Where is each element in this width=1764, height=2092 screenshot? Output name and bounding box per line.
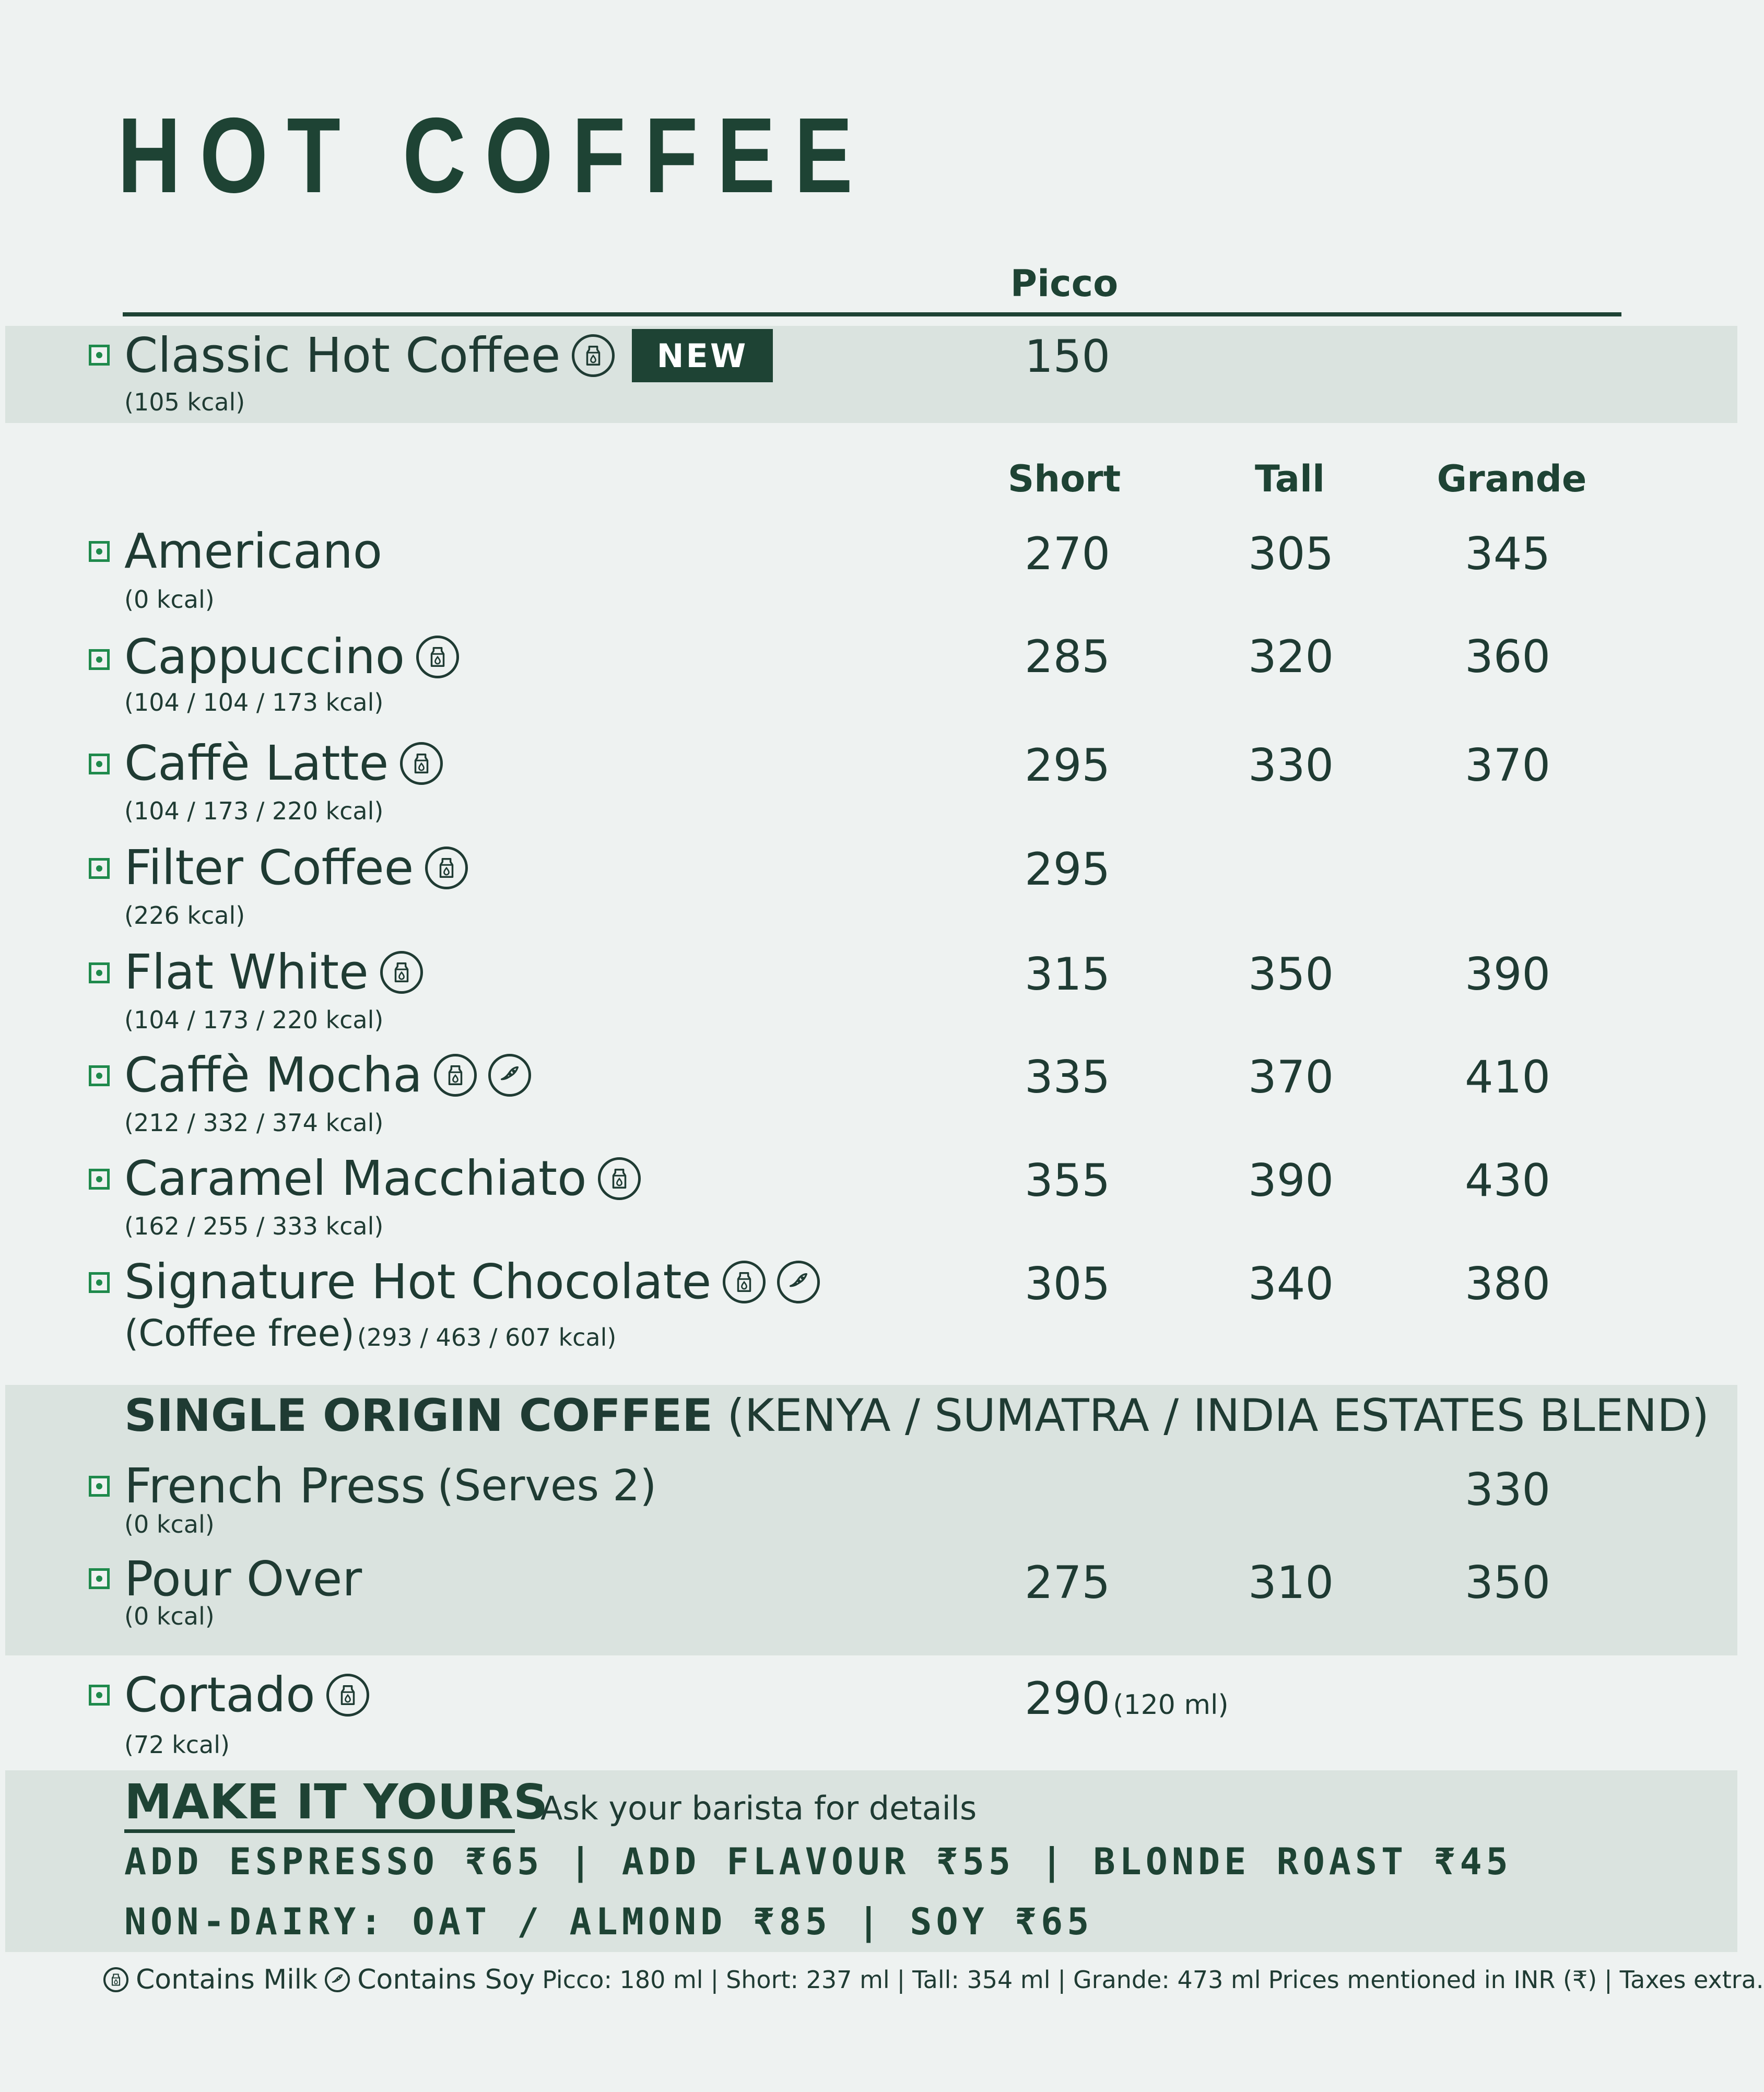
item-note: (Coffee free): [124, 1312, 355, 1355]
cortado-price-line: [1025, 1673, 1229, 1725]
veg-mark-icon: [89, 1065, 110, 1086]
veg-mark-icon: [89, 1272, 110, 1293]
size-tall: Tall: 354 ml: [912, 1966, 1051, 1994]
milk-carton-icon: [572, 334, 615, 377]
item-name: French Press: [124, 1458, 426, 1514]
item-kcal: (104 / 104 / 173 kcal): [124, 688, 384, 716]
item-kcal: (162 / 255 / 333 kcal): [124, 1212, 384, 1240]
milk-carton-icon: [425, 847, 468, 889]
separator: |: [857, 1900, 884, 1943]
column-header-picco: Picco: [1010, 262, 1119, 305]
item-kcal: (0 kcal): [124, 1602, 215, 1630]
milk-carton-icon: [416, 636, 459, 678]
price-tall: 390: [1248, 1155, 1334, 1207]
blonde-roast-price: ₹45: [1433, 1840, 1512, 1883]
column-header-short: Short: [1007, 457, 1121, 500]
separator: |: [710, 1966, 719, 1994]
column-header-grande: Grande: [1437, 457, 1587, 500]
single-origin-heading: [124, 1390, 1710, 1442]
item-name: Caffè Mocha: [124, 1047, 422, 1103]
soy-label: SOY: [910, 1900, 989, 1943]
non-dairy-label: NON-DAIRY: OAT / ALMOND: [124, 1900, 727, 1943]
item-name: Flat White: [124, 944, 369, 1000]
price-short: 270: [1025, 528, 1111, 580]
addons-line-1: [124, 1840, 1512, 1883]
add-flavour-price: ₹55: [936, 1840, 1015, 1883]
milk-carton-icon: [598, 1157, 641, 1200]
item-kcal: (212 / 332 / 374 kcal): [124, 1109, 384, 1137]
item-caramel-macchiato: [124, 1150, 641, 1206]
item-kcal: (105 kcal): [124, 388, 245, 416]
item-name: Caffè Latte: [124, 735, 389, 791]
item-kcal: (104 / 173 / 220 kcal): [124, 797, 384, 825]
item-note: (Serves 2): [437, 1461, 657, 1511]
price-short: 315: [1025, 948, 1111, 1001]
milk-carton-icon: [103, 1967, 128, 1992]
milk-carton-icon: [434, 1054, 477, 1097]
item-french-press: [124, 1458, 657, 1514]
item-cappuccino: [124, 629, 459, 685]
price-tall: 370: [1248, 1051, 1334, 1103]
veg-mark-icon: [89, 754, 110, 774]
item-name: Cortado: [124, 1667, 315, 1723]
price-grande: 350: [1465, 1557, 1551, 1609]
price: 290: [1025, 1673, 1111, 1725]
price-short: 295: [1025, 739, 1111, 792]
price-short: 285: [1025, 631, 1111, 683]
veg-mark-icon: [89, 541, 110, 562]
new-badge: NEW: [632, 329, 773, 382]
separator: |: [1041, 1840, 1067, 1883]
price-grande: 370: [1465, 739, 1551, 792]
item-sub-line: [124, 1312, 617, 1355]
item-kcal: (0 kcal): [124, 585, 215, 614]
prices-note: Prices mentioned in INR (₹): [1268, 1966, 1597, 1994]
make-it-yours-title: MAKE IT YOURS: [124, 1778, 515, 1833]
price-tall: 310: [1248, 1557, 1334, 1609]
veg-mark-icon: [89, 345, 110, 366]
item-filter-coffee: [124, 840, 468, 896]
price-short: 355: [1025, 1155, 1111, 1207]
section-subtitle: (KENYA / SUMATRA / INDIA ESTATES BLEND): [727, 1390, 1710, 1442]
item-name: Americano: [124, 523, 383, 579]
item-name: Cappuccino: [124, 629, 405, 685]
veg-mark-icon: [89, 1169, 110, 1190]
item-name: Caramel Macchiato: [124, 1150, 587, 1206]
item-name: Signature Hot Chocolate: [124, 1254, 712, 1310]
blonde-roast-label: BLONDE ROAST: [1093, 1840, 1408, 1883]
milk-carton-icon: [723, 1261, 766, 1303]
price-grande: 360: [1465, 631, 1551, 683]
veg-mark-icon: [89, 962, 110, 983]
item-kcal: (72 kcal): [124, 1731, 230, 1759]
add-flavour-label: ADD FLAVOUR: [621, 1840, 910, 1883]
price-tall: 350: [1248, 948, 1334, 1001]
item-kcal: (293 / 463 / 607 kcal): [357, 1323, 617, 1351]
add-espresso-price: ₹65: [464, 1840, 544, 1883]
price-tall: 330: [1248, 739, 1334, 792]
item-name: Filter Coffee: [124, 840, 414, 896]
item-name: Pour Over: [124, 1551, 362, 1607]
section-title: SINGLE ORIGIN COFFEE: [124, 1390, 713, 1442]
volume: (120 ml): [1113, 1689, 1229, 1721]
milk-carton-icon: [400, 742, 443, 785]
legend-contains-soy: Contains Soy: [357, 1964, 535, 1995]
item-classic-hot-coffee: [124, 327, 615, 383]
item-kcal: (0 kcal): [124, 1510, 215, 1538]
column-header-tall: Tall: [1255, 457, 1325, 500]
soy-price: ₹65: [1014, 1900, 1093, 1943]
price-tall: 340: [1248, 1258, 1334, 1310]
separator: |: [897, 1966, 905, 1994]
price-tall: 320: [1248, 631, 1334, 683]
taxes-note: Taxes extra.: [1619, 1966, 1764, 1994]
soybean-icon: [488, 1054, 531, 1097]
size-picco: Picco: 180 ml: [542, 1966, 703, 1994]
veg-mark-icon: [89, 1476, 110, 1497]
item-caffe-mocha: [124, 1047, 531, 1103]
footer: [103, 1966, 1764, 1993]
price-grande: 390: [1465, 948, 1551, 1001]
item-flat-white: [124, 944, 423, 1000]
price-short: 295: [1025, 843, 1111, 896]
item-kcal: (104 / 173 / 220 kcal): [124, 1006, 384, 1034]
item-name: Classic Hot Coffee: [124, 327, 561, 383]
veg-mark-icon: [89, 858, 110, 879]
item-kcal: (226 kcal): [124, 901, 245, 930]
size-grande: Grande: 473 ml: [1073, 1966, 1261, 1994]
page-title: HOT COFFEE: [117, 96, 872, 215]
header-rule: [123, 312, 1621, 316]
price-grande: 330: [1465, 1464, 1551, 1516]
veg-mark-icon: [89, 1685, 110, 1706]
separator: |: [1057, 1966, 1066, 1994]
milk-carton-icon: [380, 951, 423, 994]
price-picco: 150: [1025, 331, 1111, 383]
make-it-yours-subtitle: Ask your barista for details: [540, 1789, 977, 1827]
soybean-icon: [777, 1261, 820, 1303]
veg-mark-icon: [89, 649, 110, 670]
separator: |: [569, 1840, 596, 1883]
price-grande: 380: [1465, 1258, 1551, 1310]
item-caffe-latte: [124, 735, 443, 791]
legend-contains-milk: Contains Milk: [136, 1964, 318, 1995]
item-signature-hot-chocolate: [124, 1254, 820, 1310]
separator: |: [1604, 1966, 1613, 1994]
item-pour-over: [124, 1551, 362, 1607]
size-short: Short: 237 ml: [726, 1966, 890, 1994]
price-short: 275: [1025, 1557, 1111, 1609]
milk-carton-icon: [326, 1674, 369, 1717]
veg-mark-icon: [89, 1568, 110, 1589]
add-espresso-label: ADD ESPRESSO: [124, 1840, 439, 1883]
non-dairy-price: ₹85: [752, 1900, 831, 1943]
soybean-icon: [325, 1967, 350, 1992]
item-cortado: [124, 1667, 369, 1723]
price-short: 305: [1025, 1258, 1111, 1310]
price-grande: 345: [1465, 528, 1551, 580]
price-short: 335: [1025, 1051, 1111, 1103]
addons-line-2: [124, 1900, 1093, 1943]
item-americano: [124, 523, 383, 579]
price-tall: 305: [1248, 528, 1334, 580]
price-grande: 430: [1465, 1155, 1551, 1207]
price-grande: 410: [1465, 1051, 1551, 1103]
